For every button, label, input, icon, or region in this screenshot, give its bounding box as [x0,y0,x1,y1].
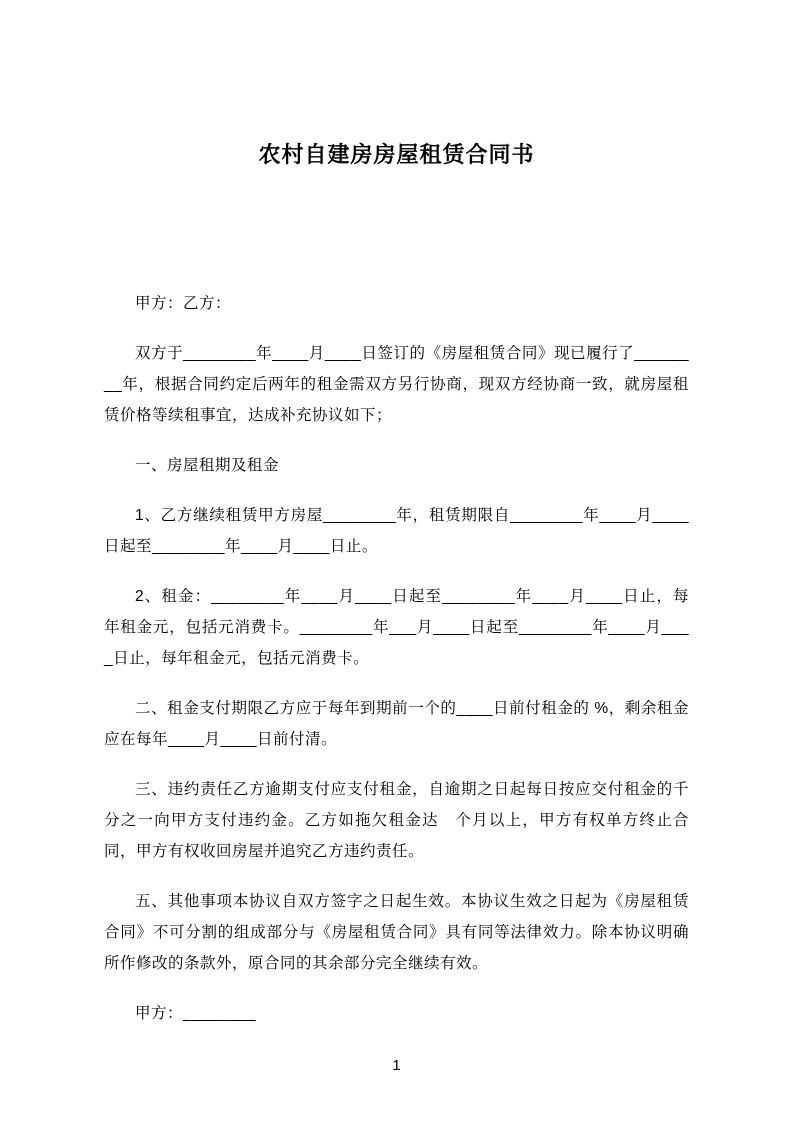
parties-line: 甲方：乙方： [135,295,232,312]
document-title: 农村自建房房屋租赁合同书 [258,142,535,167]
signature-party-a: 甲方：________ [135,1005,256,1022]
clause-miscellaneous: 五、其他事项本协议自双方签字之日起生效。本协议生效之日起为《房屋租赁合同》不可分割的组成部分与《房屋租赁合同》具有同等法律效力。除本协议明确所作修改的条款外，原合同的其余部分完全继续有效。 [104,893,689,972]
intro-paragraph: 双方于________年____月____日签订的《房屋租赁合同》现已履行了________年，根据合同约定后两年的租金需双方另行协商，现双方经协商一致，就房屋租赁价格等续租事宜，达成补充协议如下； [104,345,689,424]
section-heading-rent-term: 一、房屋租期及租金 [135,457,280,474]
page-number: 1 [392,1057,401,1074]
clause-2-rent-amount: 2、租金：________年____月____日起至________年____月____日止，每年租金元，包括元消费卡。________年___月____日起至________年____月____日止，每年租金元，包括元消费卡。 [104,588,689,667]
clause-rent-payment-term: 二、租金支付期限乙方应于每年到期前一个的____日前付租金的 %，剩余租金应在每年____月____日前付清。 [104,700,689,748]
clause-breach-liability: 三、违约责任乙方逾期支付应支付租金，自逾期之日起每日按应交付租金的千分之一向甲方支付违约金。乙方如拖欠租金达 个月以上，甲方有权单方终止合同，甲方有权收回房屋并追究乙方违约责任。 [104,781,689,860]
clause-1-renewal-term: 1、乙方继续租赁甲方房屋________年，租赁期限自________年____月____日起至________年____月____日止。 [104,507,689,555]
